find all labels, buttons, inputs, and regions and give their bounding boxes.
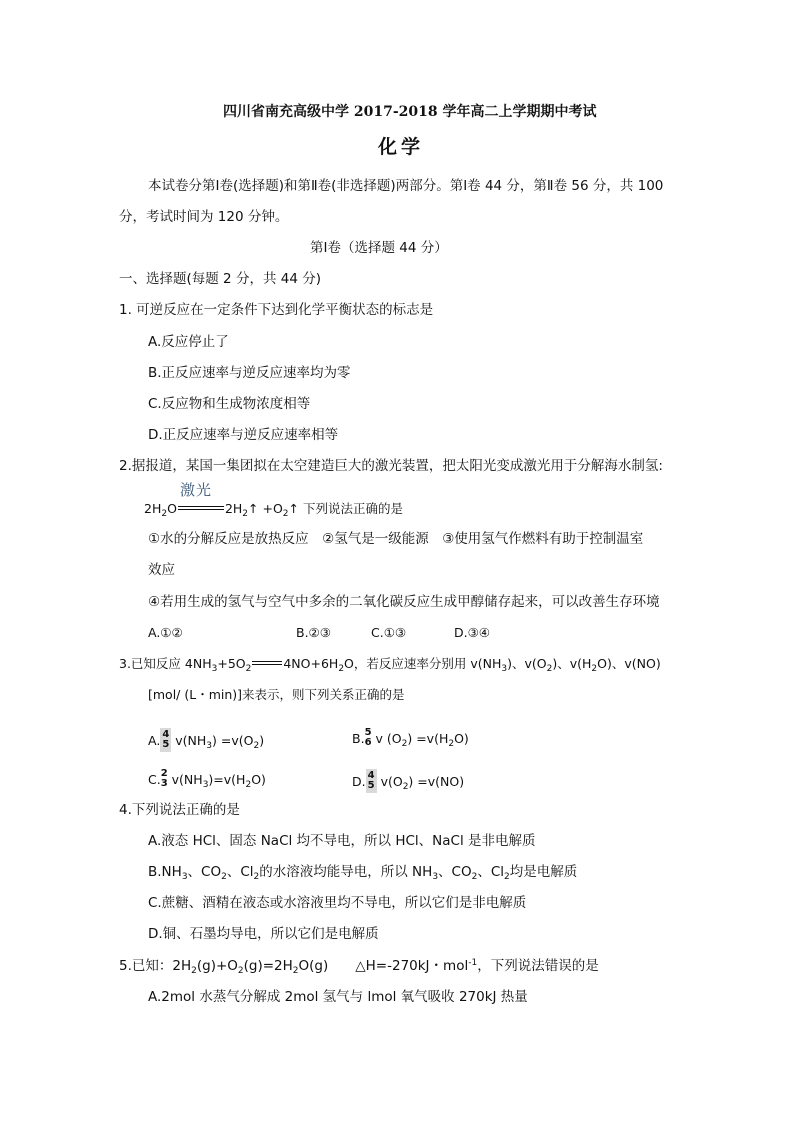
eq-right-a-sub: 2	[242, 509, 249, 519]
q5-e: ，下列说法错误的是	[477, 958, 599, 974]
q5-c: (g)=2H	[243, 958, 293, 974]
q3-b-letter: B.	[352, 731, 365, 746]
frac-num: 2	[160, 768, 168, 779]
frac-num: 4	[162, 729, 170, 740]
fraction-5-6	[365, 728, 372, 748]
q4-b-s6: 2	[504, 872, 510, 882]
q4-stem: 4.下列说法正确的是	[119, 802, 240, 818]
frac-den: 5	[367, 780, 375, 791]
q3-b-text-b: ) =v(H	[407, 731, 449, 746]
q2-statement-2: ④若用生成的氢气与空气中多余的二氧化碳反应生成甲醇储存起来，可以改善生存环境	[148, 594, 660, 610]
q3-sub4: 3	[501, 664, 508, 674]
q5-s2: 2	[237, 966, 244, 976]
q4-b-s5: 2	[471, 872, 478, 882]
laser-label: 激光	[179, 481, 212, 499]
frac-den: 3	[160, 778, 168, 789]
q3-option-a	[148, 728, 264, 752]
q3-b-text-c: O)	[454, 731, 469, 746]
q3-sub1: 3	[211, 664, 218, 674]
subject-title: 化学	[378, 136, 425, 158]
q4-b-c: 、Cl	[226, 864, 254, 880]
q3-d-sub1: 2	[402, 782, 409, 792]
q5-a: 5.已知：2H	[119, 958, 192, 974]
eq-left: 2H	[144, 501, 162, 516]
q3-stem	[119, 655, 661, 673]
q3-sub6: 2	[591, 664, 598, 674]
q3-sub5: 2	[546, 664, 553, 674]
q3-stem-e: )、v(O	[507, 656, 547, 671]
eq-right-b: ↑ +O	[248, 501, 283, 516]
q3-option-d	[352, 769, 464, 793]
q5-b: (g)+O	[196, 958, 238, 974]
q4-b-d: 的水溶液均能导电，所以 NH	[259, 864, 433, 880]
q2-stem: 2.据报道，某国一集团拟在太空建造巨大的激光装置，把太阳光变成激光用于分解海水制氢:	[119, 458, 663, 474]
q1-stem: 1. 可逆反应在一定条件下达到化学平衡状态的标志是	[119, 302, 434, 318]
frac-den: 6	[364, 737, 372, 748]
q3-a-text-b: ) =v(O	[212, 733, 254, 748]
laser-arrow	[178, 481, 224, 515]
eq-left-tail: O	[167, 501, 177, 516]
q3-sub2: 2	[245, 664, 252, 674]
q3-c-sub2: 2	[245, 780, 252, 790]
eq-right-a: 2H	[224, 501, 243, 516]
q4-b-e: 、CO	[438, 864, 472, 880]
q2-statement-1: ①水的分解反应是放热反应 ②氢气是一级能源 ③使用氢气作燃料有助于控制温室	[148, 531, 644, 547]
q3-option-b	[352, 728, 469, 748]
q3-c-sub1: 3	[202, 780, 209, 790]
q4-b-g: 均是电解质	[509, 864, 578, 880]
q3-stem-f: )、v(H	[552, 656, 592, 671]
q5-s3: 2	[292, 966, 299, 976]
q2-option-d: D.③④	[454, 625, 491, 640]
q4-b-s1: 3	[181, 872, 188, 882]
q3-d-letter: D.	[352, 774, 366, 789]
q1-option-b: B.正反应速率与逆反应速率均为零	[148, 365, 351, 381]
eq-right-tail: ↑ 下列说法正确的是	[288, 501, 403, 516]
intro-line-1: 本试卷分第Ⅰ卷(选择题)和第Ⅱ卷(非选择题)两部分。第Ⅰ卷 44 分，第Ⅱ卷 56 分，共 100	[148, 178, 664, 194]
q1-option-c: C.反应物和生成物浓度相等	[148, 396, 311, 412]
q1-option-d: D.正反应速率与逆反应速率相等	[148, 427, 339, 443]
q3-a-letter: A.	[148, 733, 161, 748]
q3-a-text-c: )	[259, 733, 265, 748]
q4-b-b: 、CO	[187, 864, 222, 880]
q3-stem-d: O，若反应速率分别用 v(NH	[344, 656, 502, 671]
q5-stem	[119, 957, 599, 975]
eq-right-b-sub: 2	[282, 509, 289, 519]
q3-stem-line-2: [mol/ (L・min)]来表示，则下列关系正确的是	[148, 687, 405, 702]
q3-a-text-a: v(NH	[175, 733, 207, 748]
q3-c-text-c: O)	[251, 772, 266, 787]
q2-option-b: B.②③	[296, 625, 331, 640]
section-heading: 第Ⅰ卷（选择题 44 分）	[310, 240, 448, 256]
q2-option-a: A.①②	[148, 625, 183, 640]
q5-s1: 2	[191, 966, 197, 976]
q4-b-a: B.NH	[148, 864, 182, 880]
q4-b-s4: 3	[432, 872, 439, 882]
q3-c-text-a: v(NH	[171, 772, 203, 787]
q3-b-sub2: 2	[448, 739, 455, 749]
q3-c-text-b: )=v(H	[208, 772, 246, 787]
q5-option-a: A.2mol 水蒸气分解成 2mol 氢气与 lmol 氧气吸收 270kJ 热量	[148, 989, 528, 1005]
fraction-4-5	[366, 769, 377, 793]
q3-stem-a: 3.已知反应 4NH	[119, 656, 212, 671]
q5-d: O(g) △H=-270kJ・mol	[298, 958, 469, 974]
frac-num: 4	[367, 770, 375, 781]
fraction-4-5	[160, 728, 171, 752]
q3-sub3: 2	[338, 664, 345, 674]
q2-statement-1-cont: 效应	[148, 562, 175, 578]
q4-b-f: 、Cl	[477, 864, 505, 880]
q4-option-c: C.蔗糖、酒精在液态或水溶液里均不导电，所以它们是非电解质	[148, 895, 527, 911]
q4-option-b	[148, 863, 577, 881]
q3-a-sub2: 2	[253, 741, 260, 751]
q3-stem-g: O)、v(NO)	[597, 656, 661, 671]
q3-a-sub1: 3	[206, 741, 213, 751]
q3-stem-c: 4NO+6H	[283, 656, 339, 671]
eq-left-sub: 2	[161, 509, 168, 519]
q2-option-c: C.①③	[371, 625, 407, 640]
q3-d-text-b: ) =v(NO)	[408, 774, 465, 789]
exam-title: 四川省南充高级中学 2017-2018 学年高二上学期期中考试	[223, 104, 597, 120]
q4-option-a: A.液态 HCl、固态 NaCl 均不导电，所以 HCl、NaCl 是非电解质	[148, 833, 536, 849]
frac-den: 5	[162, 739, 170, 750]
q5-sup1: -1	[468, 958, 478, 968]
q2-equation	[144, 481, 403, 519]
intro-line-2: 分，考试时间为 120 分钟。	[119, 209, 289, 225]
part-heading: 一、选择题(每题 2 分，共 44 分)	[119, 271, 321, 287]
q3-b-sub1: 2	[401, 739, 408, 749]
q3-d-text-a: v(O	[380, 774, 403, 789]
q4-option-d: D.铜、石墨均导电，所以它们是电解质	[148, 926, 379, 942]
equilibrium-arrow	[252, 658, 282, 668]
q3-c-letter: C.	[148, 772, 161, 787]
q1-option-a: A.反应停止了	[148, 334, 229, 350]
q3-option-c	[148, 769, 266, 789]
q4-b-s3: 2	[253, 872, 260, 882]
fraction-2-3	[161, 769, 168, 789]
frac-num: 5	[364, 727, 372, 738]
q3-b-text-a: v (O	[375, 731, 402, 746]
q3-stem-b: +5O	[217, 656, 246, 671]
q4-b-s2: 2	[221, 872, 227, 882]
